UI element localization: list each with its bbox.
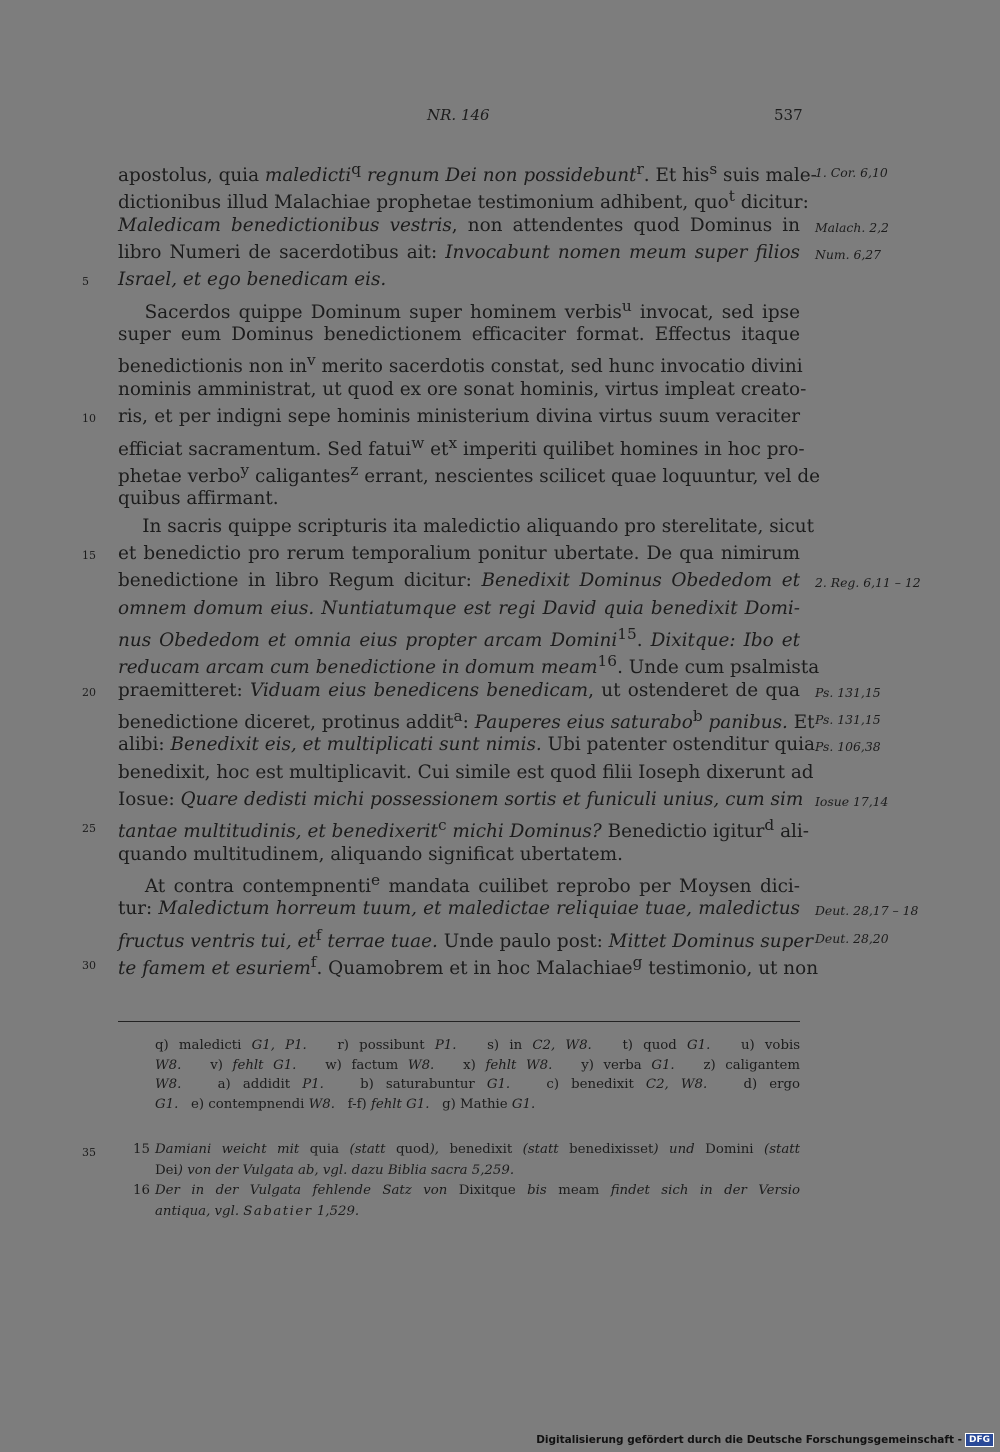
apparatus-line: W8. a) addidit P1. b) saturabuntur G1. c) benedixit C2, W8. d) ergo xyxy=(155,1077,800,1093)
text-line: ris, et per indigni sepe hominis ministerium divina virtus suum veraciter xyxy=(118,406,800,428)
text-line: benedictione diceret, protinus addit$^a$: Pauperes eius saturabo$^b$ panibus. Et xyxy=(118,707,815,734)
text-line: benedictionis non $in^v$ merito sacerdotis constat, sed hunc invocatio divini xyxy=(118,351,803,378)
margin-reference: 2. Reg. 6,11 – 12 xyxy=(815,575,921,591)
text-line: libro Numeri de sacerdotibus ait: Invocabunt nomen meum super filios xyxy=(118,242,800,264)
text-line: Maledicam benedictionibus vestris, non attendentes quod Dominus in xyxy=(118,214,800,236)
footnote-line: Damiani weicht mit quia (statt quod), benedixit (statt benedixisset) und Domini (statt xyxy=(155,1142,800,1157)
line-number: 20 xyxy=(82,685,96,699)
line-number: 25 xyxy=(82,822,96,836)
apparatus-line: W8. v) fehlt G1. w) factum W8. x) fehlt W8. y) verba G1. z) caligantem xyxy=(155,1057,801,1073)
dfg-logo: DFG xyxy=(965,1433,994,1447)
footnote-line: antiqua, vgl. Sabatier 1,529. xyxy=(155,1203,360,1219)
text-line: Israel, et ego benedicam eis. xyxy=(118,269,387,291)
margin-reference: Ps. 106,38 xyxy=(815,739,881,755)
text-line: At contra contempnenti$^e$ mandata cuilibet reprobo per Moysen dici- xyxy=(118,871,800,898)
dfg-credit-text: Digitalisierung gefördert durch die Deutsche Forschungsgemeinschaft - xyxy=(536,1434,962,1446)
margin-reference: Ps. 131,15 xyxy=(815,684,881,700)
line-number: 35 xyxy=(82,1146,96,1159)
text-line: quibus affirmant. xyxy=(118,488,279,510)
footnote-line: Der in der Vulgata fehlende Satz von Dixitque bis meam findet sich in der Versio xyxy=(155,1183,800,1198)
footnote-divider xyxy=(118,1021,800,1022)
line-number: 10 xyxy=(82,412,96,426)
margin-reference: Ps. 131,15 xyxy=(815,712,881,727)
text-line: et benedictio pro rerum temporalium ponitur ubertate. De qua nimirum xyxy=(118,542,800,564)
text-line: In sacris quippe scripturis ita maledictio aliquando pro sterelitate, sicut xyxy=(118,515,815,537)
text-line: benedictione in libro Regum dicitur: Benedixit Dominus Obededom et xyxy=(118,570,800,592)
text-line: Iosue: Quare dedisti michi possessionem sortis et funiculi unius, cum sim xyxy=(118,789,804,811)
text-line: praemitteret: Viduam eius benedicens benedicam, ut ostenderet de qua xyxy=(118,679,800,701)
text-line: super eum Dominus benedictionem efficaciter format. Effectus itaque xyxy=(118,324,800,346)
margin-reference: Malach. 2,2 xyxy=(815,219,889,235)
text-line: reducam arcam cum benedictione in domum meam$^{16}$. Unde cum psalmista xyxy=(118,652,820,679)
text-line: alibi: Benedixit eis, et multiplicati sunt nimis. Ubi patenter ostenditur quia xyxy=(118,734,816,756)
page-number: 537 xyxy=(774,106,803,124)
line-number: 5 xyxy=(82,275,89,289)
text-line: Sacerdos quippe Dominum super hominem verbis$^u$ invocat, sed ipse xyxy=(118,296,800,323)
text-line: efficiat sacramentum. Sed fatui$^w$ $et^x$ imperiti quilibet homines in hoc pro- xyxy=(118,433,805,460)
text-line: te famem et esuriem$^f$. Quamobrem et in hoc Malachiae$^g$ testimonio, ut non xyxy=(118,953,819,980)
text-line: tantae multitudinis, et benedixerit$^c$ michi Dominus? Benedictio igitur$^d$ ali- xyxy=(118,816,810,843)
text-line: benedixit, hoc est multiplicavit. Cui simile est quod filii Ioseph dixerunt ad xyxy=(118,761,814,783)
apparatus-line: q) maledicti G1, P1. r) possibunt P1. s) in C2, W8. t) quod G1. u) vobis xyxy=(155,1038,801,1053)
text-line: dictionibus illud Malachiae prophetae testimonium adhibent, quo$^t$ dicitur: xyxy=(118,187,809,214)
dfg-credit xyxy=(536,1433,994,1447)
text-line: nus Obededom et omnia eius propter arcam Domini$^{15}$. Dixitque: Ibo et xyxy=(118,624,801,652)
line-number: 15 xyxy=(82,548,96,562)
apparatus-line: G1. e) contempnendi W8. f-f) fehlt G1. g) Mathie G1. xyxy=(155,1096,536,1112)
footnote-number: 16 xyxy=(133,1183,150,1198)
margin-reference: Iosue 17,14 xyxy=(815,794,889,810)
document-number: NR. 146 xyxy=(427,106,490,124)
text-line: phetae verbo$^y$ caligantes$^z$ errant, nescientes scilicet quae loquuntur, vel de xyxy=(118,460,820,487)
running-header xyxy=(0,106,1000,132)
margin-reference: 1. Cor. 6,10 xyxy=(815,165,888,180)
margin-reference: Deut. 28,17 – 18 xyxy=(815,903,919,919)
footnote-line: Dei) von der Vulgata ab, vgl. dazu Biblia sacra 5,259. xyxy=(155,1162,515,1178)
text-line: apostolus, quia maledicti$^q$ regnum Dei non possidebunt$^r$. Et his$^s$ suis male- xyxy=(118,160,817,187)
text-line: nominis amministrat, ut quod ex ore sonat hominis, virtus impleat creato- xyxy=(118,378,807,400)
margin-reference: Deut. 28,20 xyxy=(815,930,889,946)
footnote-number: 15 xyxy=(133,1142,150,1157)
text-line: quando multitudinem, aliquando significat ubertatem. xyxy=(118,843,623,865)
line-number: 30 xyxy=(82,959,96,973)
text-line: omnem domum eius. Nuntiatumque est regi David quia benedixit Domi- xyxy=(118,597,800,619)
margin-reference: Num. 6,27 xyxy=(815,247,882,263)
text-line: fructus ventris tui, $et^f$ terrae tuae. Unde paulo post: Mittet Dominus super xyxy=(118,925,814,952)
text-line: tur: Maledictum horreum tuum, et maledictae reliquiae tuae, maledictus xyxy=(118,898,800,920)
